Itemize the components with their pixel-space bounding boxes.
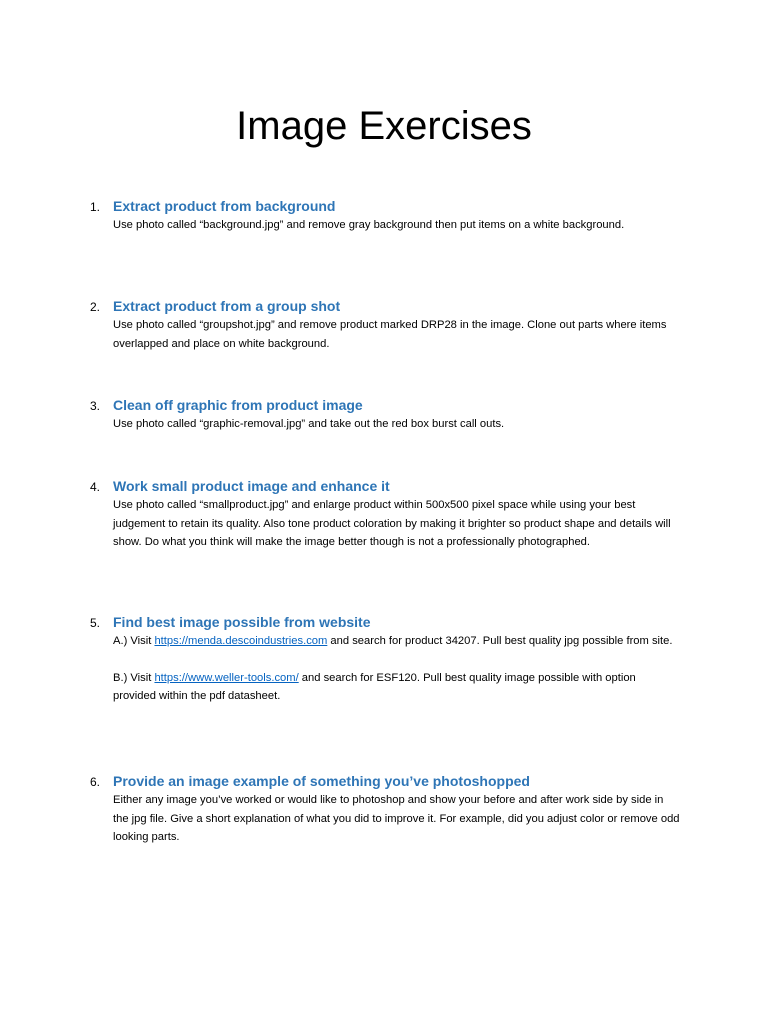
- exercise-1: [90, 196, 680, 235]
- exercise-number: 6.: [90, 775, 101, 789]
- exercise-number: 5.: [90, 616, 101, 630]
- exercise-heading: Extract product from background: [113, 198, 336, 214]
- page-title: Image Exercises: [236, 104, 532, 148]
- part-b-prefix: B.) Visit: [113, 671, 155, 684]
- exercise-part-b: [113, 669, 680, 706]
- part-b-suffix: and search for ESF120. Pull best quality image possible with option provided within the pdf datasheet.: [113, 671, 636, 702]
- exercise-description: [113, 791, 680, 847]
- exercise-description: [113, 316, 680, 353]
- exercise-heading: Extract product from a group shot: [113, 298, 341, 314]
- part-a-prefix: A.) Visit: [113, 635, 155, 647]
- exercise-3: [90, 395, 680, 434]
- exercise-description: [113, 415, 680, 434]
- exercise-heading: Work small product image and enhance it: [113, 478, 390, 494]
- exercise-text: Use photo called “smallproduct.jpg” and enlarge product within 500x500 pixel space while using your best judgement to retain its quality. Also tone product coloration by making it brighter so product shape and details will show. Do what you think will make the image better though is not a professionally photographed.: [113, 499, 671, 548]
- exercise-2: [90, 296, 680, 353]
- exercise-text: Use photo called “graphic-removal.jpg” and take out the red box burst call outs.: [113, 418, 505, 430]
- exercise-number: 1.: [90, 200, 101, 214]
- exercise-6: [90, 771, 680, 847]
- exercise-4: [90, 476, 680, 552]
- exercise-part-a: [113, 632, 680, 651]
- exercise-number: 2.: [90, 300, 101, 314]
- exercise-description: [113, 496, 680, 552]
- exercise-number: 3.: [90, 399, 101, 413]
- exercise-description: [113, 632, 680, 706]
- exercise-heading: Find best image possible from website: [113, 614, 371, 630]
- exercise-description: [113, 216, 680, 235]
- exercise-heading: Provide an image example of something you’ve photoshopped: [113, 773, 530, 789]
- weller-link[interactable]: https://www.weller-tools.com/: [154, 671, 299, 684]
- exercise-heading: Clean off graphic from product image: [113, 397, 363, 413]
- exercise-5: [90, 612, 680, 706]
- menda-link[interactable]: https://menda.descoindustries.com: [154, 635, 328, 647]
- exercise-text: Use photo called “groupshot.jpg” and remove product marked DRP28 in the image. Clone out parts where items overlapped and place on white background.: [113, 319, 667, 350]
- exercise-text: Use photo called “background.jpg” and remove gray background then put items on a white background.: [113, 219, 625, 231]
- part-a-suffix: and search for product 34207. Pull best quality jpg possible from site.: [327, 635, 673, 647]
- exercise-number: 4.: [90, 480, 101, 494]
- exercise-text: Either any image you’ve worked or would like to photoshop and show your before and after work side by side in the jpg file. Give a short explanation of what you did to improve it. For example, did you adjust color or remove odd looking parts.: [113, 794, 680, 843]
